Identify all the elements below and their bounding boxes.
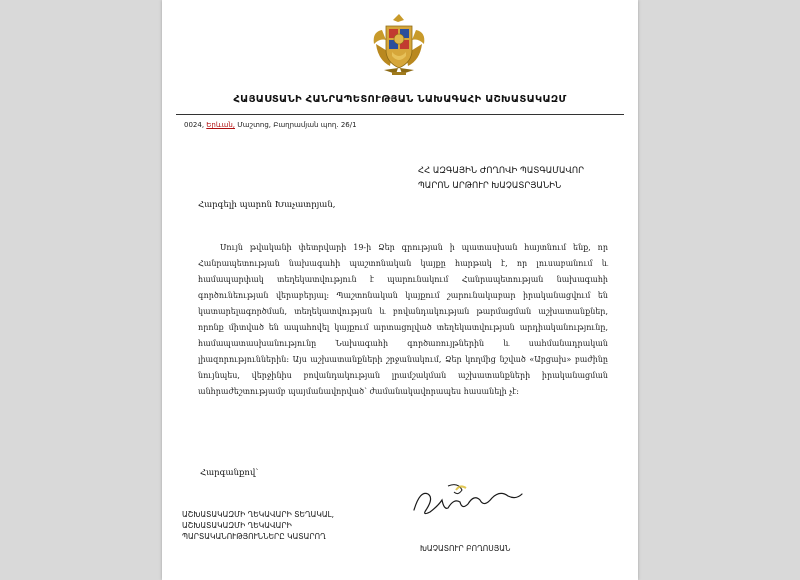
letter-page — [162, 0, 638, 580]
handwritten-signature-icon — [408, 480, 528, 524]
header-divider — [176, 114, 624, 115]
office-address — [184, 121, 357, 129]
sender-title-block — [182, 509, 402, 542]
greeting: Հարգելի պարոն Խաչատրյան, — [198, 200, 336, 210]
address-prefix: 0024, — [184, 121, 205, 129]
recipient-line-2: ՊԱՐՈՆ ԱՐԹՈՒՐ ԽԱՉԱՏՐՅԱՆԻՆ — [418, 181, 562, 191]
sender-line-3: ՊԱՐՏԱԿԱՆՈՒԹՅՈՒՆՆԵՐԸ ԿԱՏԱՐՈՂ — [182, 532, 326, 541]
address-city: Երևան, — [206, 121, 236, 129]
letter-body: Սույն թվականի փետրվարի 19-ի Ձեր գրության ի պատասխան հայտնում ենք, որ Հանրապետության նախագահի պաշտոնական կայքը հարթակ է, որ լուսաբանում և համապարփակ տեղեկատվություն է պարունակում Հանրապետության նախագահի գործունեության վերաբերյալ: Պաշտոնական կայքում շարունակաբար իրականացվում են կատարելագործման, տեղեկատվության և բովանդակության թարմացման աշխատանքներ, որոնք միտված են ապահովել կայքում արտացոլված տեղեկատվության արդիականությունը, համապատասխանությունը Նախագահի գործառույթներին և սահմանադրական լիազորություններին: Այս աշխատանքների շրջանակում, Ձեր կողմից նշված «Արցախ» բաժինը նույնպես, վերջինիս բովանդակության լրամշակման աշխատանքների իրականացման անհրաժեշտությամբ պայմանավորված՝ ժամանակավորապես հասանելի չէ: — [198, 243, 608, 396]
closing: Հարգանքով՝ — [200, 468, 259, 478]
sender-line-2: ԱՇԽԱՏԱԿԱԶՄԻ ՂԵԿԱՎԱՐԻ — [182, 521, 292, 530]
armenian-coat-of-arms-icon — [368, 10, 430, 80]
address-rest: Մաշտոց, Բաղրամյան պող. 26/1 — [235, 121, 357, 129]
recipient-line-1: ՀՀ ԱԶԳԱՅԻՆ ԺՈՂՈՎԻ ՊԱՏԳԱՄԱՎՈՐ — [418, 166, 585, 176]
sender-line-1: ԱՇԽԱՏԱԿԱԶՄԻ ՂԵԿԱՎԱՐԻ ՏԵՂԱԿԱԼ, — [182, 510, 334, 519]
recipient-block — [418, 164, 618, 194]
signer-name: ԽԱՉԱՏՈՒՐ ԲՈՂՈՍՅԱՆ — [420, 544, 511, 553]
office-title: ՀԱՅԱՍՏԱՆԻ ՀԱՆՐԱՊԵՏՈՒԹՅԱՆ ՆԱԽԱԳԱՀԻ ԱՇԽԱՏԱԿԱԶՄ — [233, 94, 567, 105]
